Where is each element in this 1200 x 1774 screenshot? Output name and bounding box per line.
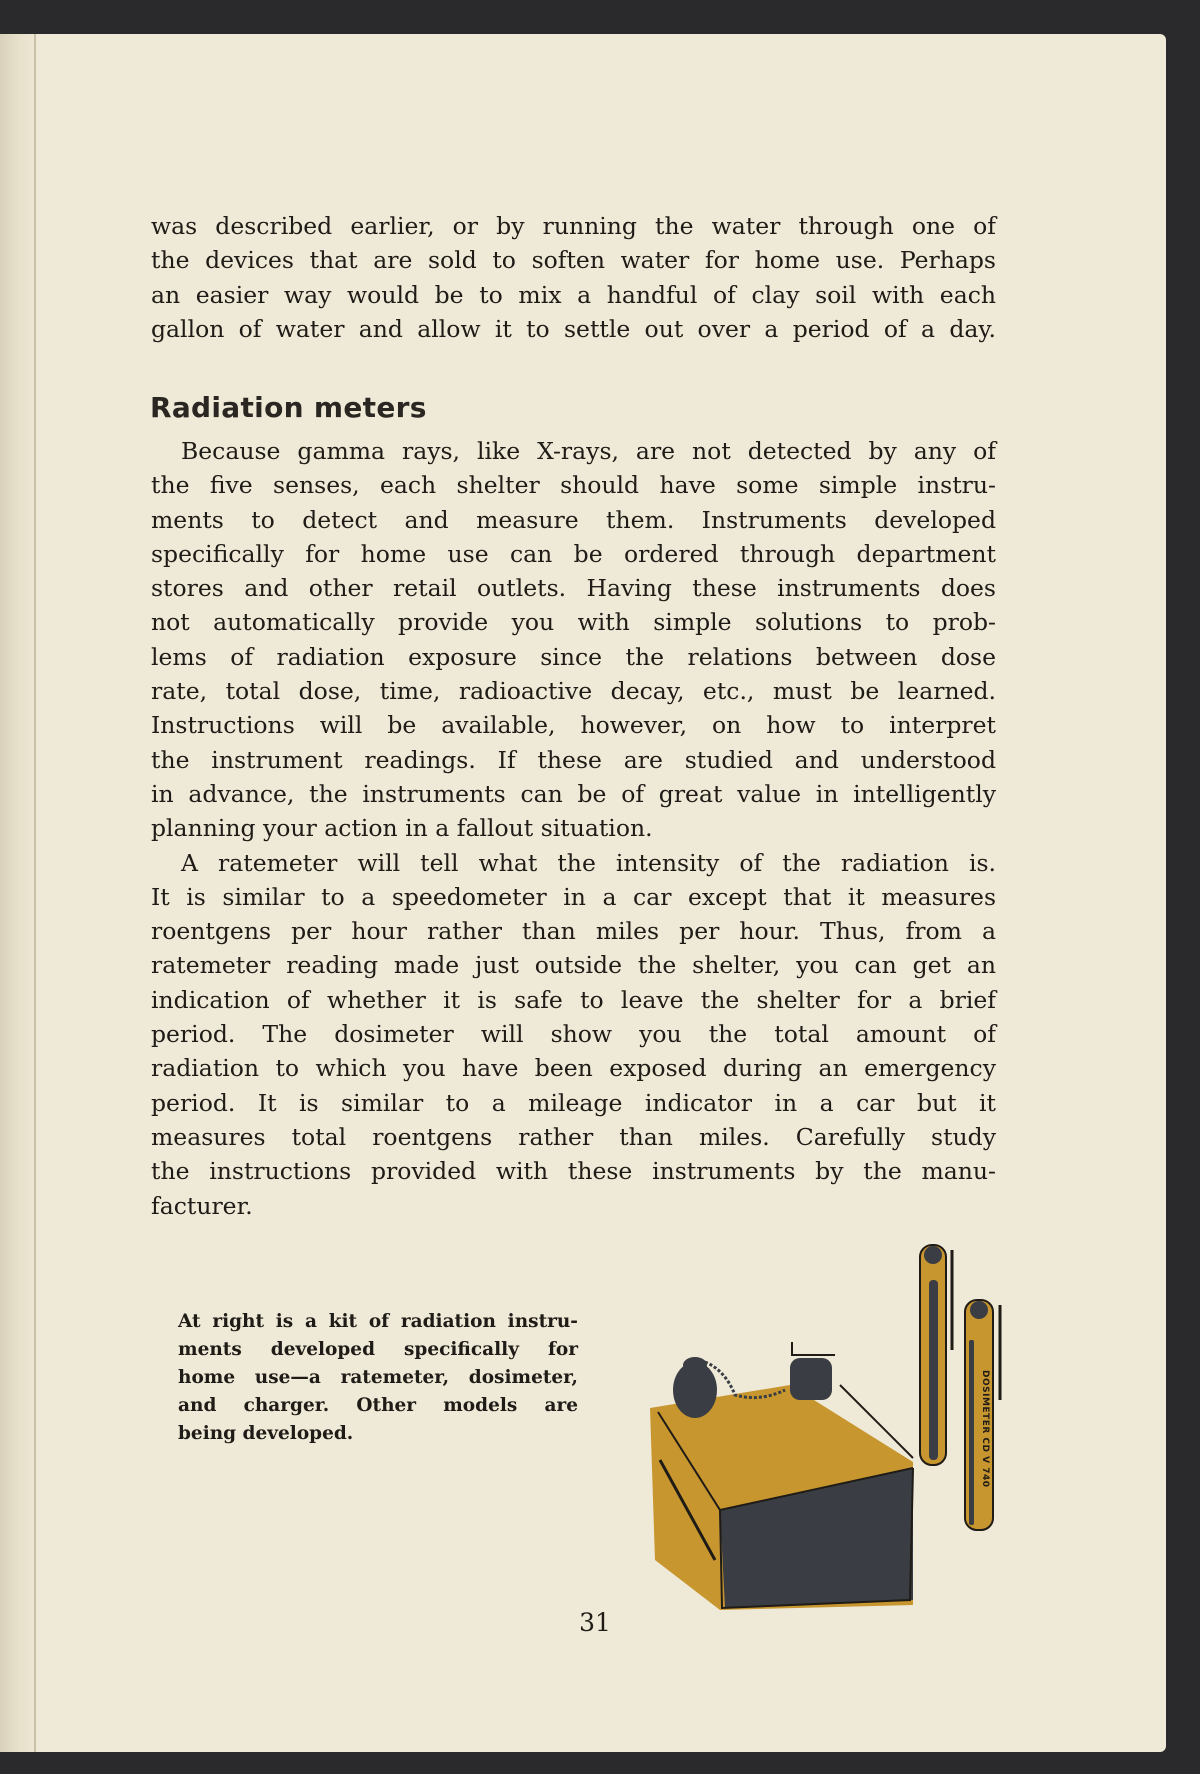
text-line: roentgens per hour rather than miles per hour. Thus, from a xyxy=(151,917,996,946)
text-line: Because gamma rays, like X-rays, are not detected by any of xyxy=(181,437,996,465)
text-line: specifically for home use can be ordered through department xyxy=(151,539,996,568)
caption-line: home use—a ratemeter, dosimeter, xyxy=(178,1367,578,1388)
text-line: facturer. xyxy=(151,1191,253,1220)
text-line: A ratemeter will tell what the intensity of the radiation is. xyxy=(181,848,996,877)
text-line: the five senses, each shelter should have some simple instru- xyxy=(151,471,996,500)
text-line: radiation to which you have been exposed during an emergency xyxy=(151,1054,996,1083)
text-line: It is similar to a speedometer in a car except that it measures xyxy=(151,882,996,911)
text-line: rate, total dose, time, radioactive decay, etc., must be learned. xyxy=(151,677,996,706)
page-number: 31 xyxy=(579,1608,611,1637)
paragraph-1 xyxy=(151,434,996,1223)
text-line: gallon of water and allow it to settle out over a period of a day. xyxy=(151,314,996,343)
caption-line: being developed. xyxy=(178,1423,354,1444)
text-line: period. The dosimeter will show you the total amount of xyxy=(151,1020,996,1049)
dosimeter-label: DOSIMETER CD V 740 xyxy=(980,1370,990,1488)
text-line: measures total roentgens rather than miles. Carefully study xyxy=(151,1122,996,1151)
text-line: stores and other retail outlets. Having these instruments does xyxy=(151,574,996,603)
text-line: was described earlier, or by running the water through one of xyxy=(151,212,996,240)
text-line: indication of whether it is safe to leave the shelter for a brief xyxy=(151,985,996,1014)
text-line: lems of radiation exposure since the relations between dose xyxy=(151,642,996,671)
top-paragraph xyxy=(151,209,996,346)
text-line: the instructions provided with these instruments by the manu- xyxy=(151,1157,996,1186)
text-line: planning your action in a fallout situation. xyxy=(151,814,653,843)
text-line: the devices that are sold to soften water for home use. Perhaps xyxy=(151,246,996,275)
text-line: ments to detect and measure them. Instruments developed xyxy=(151,505,996,534)
text-line: ratemeter reading made just outside the shelter, you can get an xyxy=(151,951,996,980)
caption-line: At right is a kit of radiation instru- xyxy=(178,1311,578,1332)
text-line: period. It is similar to a mileage indicator in a car but it xyxy=(151,1088,996,1117)
figure-caption xyxy=(178,1308,578,1448)
charger-box-illustration xyxy=(650,1342,913,1610)
text-line: the instrument readings. If these are studied and understood xyxy=(151,745,996,774)
text-line: not automatically provide you with simple solutions to prob- xyxy=(151,608,996,637)
dosimeter-illustration xyxy=(920,1245,1000,1530)
section-heading: Radiation meters xyxy=(150,391,427,424)
text-line: in advance, the instruments can be of great value in intelligently xyxy=(151,779,996,808)
radiation-kit-illustration xyxy=(630,1230,1030,1610)
caption-line: ments developed specifically for xyxy=(178,1339,578,1360)
binding-crease xyxy=(34,34,36,1752)
text-line: an easier way would be to mix a handful of clay soil with each xyxy=(151,280,996,309)
text-line: Instructions will be available, however, on how to interpret xyxy=(151,711,996,740)
caption-line: and charger. Other models are xyxy=(178,1395,578,1416)
